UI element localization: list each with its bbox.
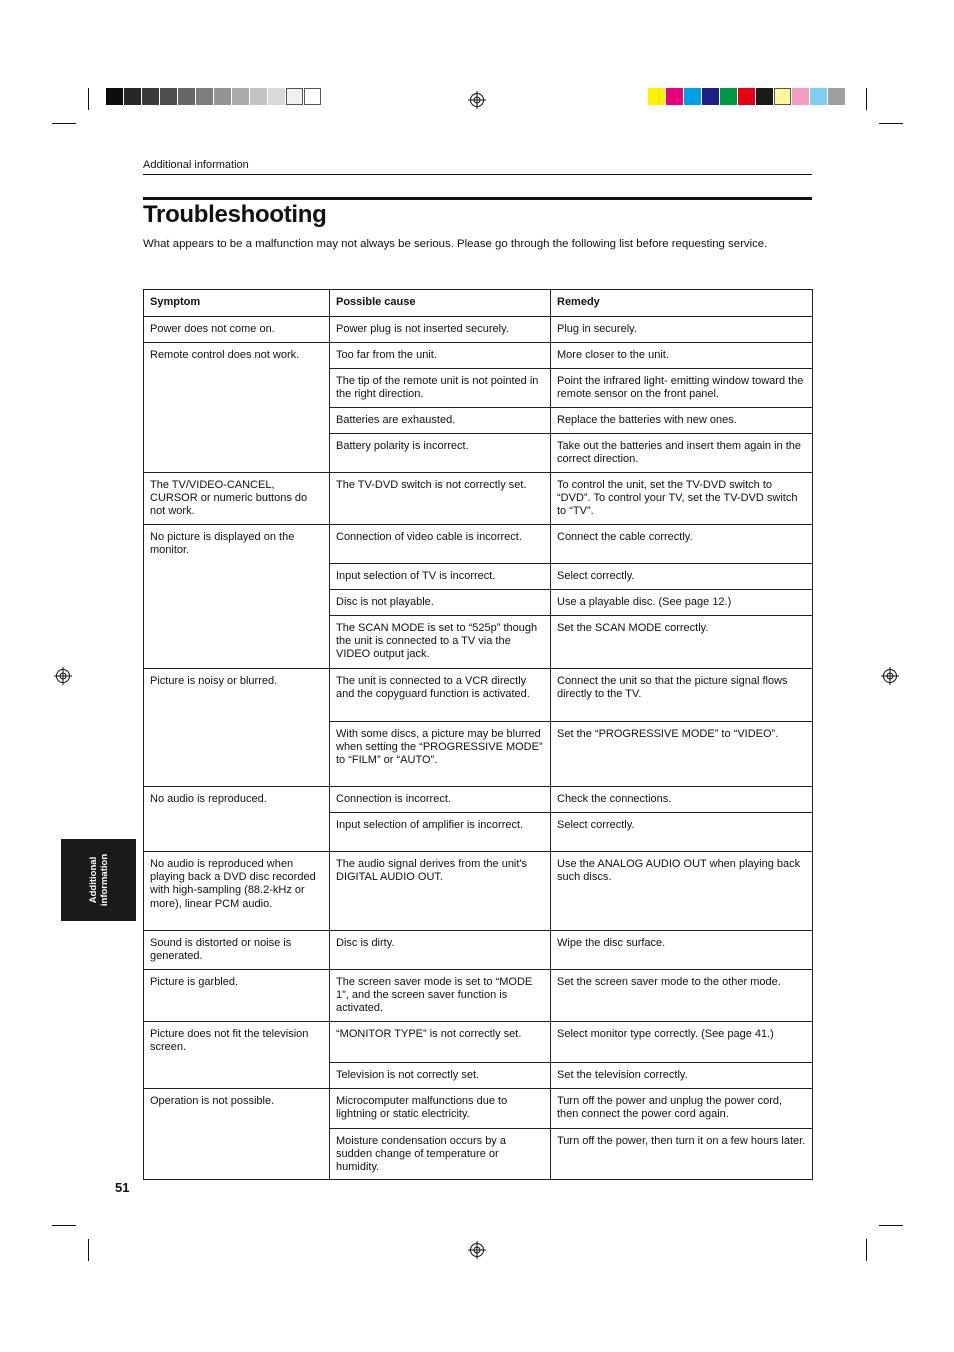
- gray-swatch: [124, 88, 141, 105]
- cause-cell: Power plug is not inserted securely.: [330, 317, 551, 343]
- cause-cell: The SCAN MODE is set to “525p” though the unit is connected to a TV via the VIDEO output jack.: [330, 616, 551, 669]
- symptom-cell: Remote control does not work.: [144, 343, 330, 473]
- table-row: [144, 343, 813, 369]
- section-label: Additional information: [143, 159, 249, 171]
- remedy-cell: Use the ANALOG AUDIO OUT when playing back such discs.: [551, 852, 813, 931]
- remedy-cell: Set the SCAN MODE correctly.: [551, 616, 813, 669]
- table-row: [144, 525, 813, 564]
- crop-mark: [52, 1225, 76, 1226]
- crop-mark: [88, 1239, 89, 1261]
- symptom-cell: Operation is not possible.: [144, 1088, 330, 1180]
- color-swatch: [828, 88, 845, 105]
- color-swatch: [756, 88, 773, 105]
- crop-mark: [52, 123, 76, 124]
- cause-cell: Disc is not playable.: [330, 590, 551, 616]
- gray-swatch: [178, 88, 195, 105]
- gray-swatch: [196, 88, 213, 105]
- remedy-cell: Point the infrared light- emitting window toward the remote sensor on the front panel.: [551, 369, 813, 408]
- remedy-cell: Set the screen saver mode to the other mode.: [551, 970, 813, 1022]
- symptom-cell: Picture is noisy or blurred.: [144, 669, 330, 787]
- symptom-cell: Sound is distorted or noise is generated.: [144, 931, 330, 970]
- remedy-cell: Set the “PROGRESSIVE MODE” to “VIDEO”.: [551, 722, 813, 787]
- cause-cell: Connection of video cable is incorrect.: [330, 525, 551, 564]
- gray-swatch: [142, 88, 159, 105]
- column-header-remedy: Remedy: [551, 290, 813, 317]
- page-title: Troubleshooting: [143, 201, 327, 228]
- side-tab-line1: Additional: [87, 856, 99, 904]
- cause-cell: Moisture condensation occurs by a sudden change of temperature or humidity.: [330, 1128, 551, 1180]
- cause-cell: Disc is dirty.: [330, 931, 551, 970]
- side-tab-line2: information: [98, 853, 110, 907]
- cause-cell: The audio signal derives from the unit's DIGITAL AUDIO OUT.: [330, 852, 551, 931]
- crop-mark: [879, 1225, 903, 1226]
- color-swatch: [738, 88, 755, 105]
- symptom-cell: No picture is displayed on the monitor.: [144, 525, 330, 669]
- cause-cell: Input selection of TV is incorrect.: [330, 564, 551, 590]
- color-swatch: [666, 88, 683, 105]
- crop-mark: [866, 88, 867, 110]
- remedy-cell: Turn off the power and unplug the power cord, then connect the power cord again.: [551, 1088, 813, 1128]
- table-row: [144, 669, 813, 722]
- color-swatch: [684, 88, 701, 105]
- color-swatch: [720, 88, 737, 105]
- cause-cell: The screen saver mode is set to “MODE 1”, and the screen saver function is activated.: [330, 970, 551, 1022]
- gray-swatch: [268, 88, 285, 105]
- symptom-cell: Power does not come on.: [144, 317, 330, 343]
- intro-paragraph: What appears to be a malfunction may not always be serious. Please go through the following list before requesting service.: [143, 238, 768, 250]
- cause-cell: The tip of the remote unit is not pointed in the right direction.: [330, 369, 551, 408]
- remedy-cell: Select monitor type correctly. (See page 41.): [551, 1021, 813, 1062]
- remedy-cell: Replace the batteries with new ones.: [551, 408, 813, 434]
- remedy-cell: Select correctly.: [551, 813, 813, 852]
- gray-swatch: [286, 88, 303, 105]
- column-header-symptom: Symptom: [144, 290, 330, 317]
- symptom-cell: Picture is garbled.: [144, 970, 330, 1022]
- cause-cell: “MONITOR TYPE” is not correctly set.: [330, 1021, 551, 1062]
- gray-swatch: [160, 88, 177, 105]
- crop-mark: [879, 123, 903, 124]
- gray-swatch: [304, 88, 321, 105]
- table-row: [144, 970, 813, 1022]
- crosshair-target-icon: [468, 1241, 486, 1259]
- symptom-cell: No audio is reproduced.: [144, 787, 330, 852]
- page-number: 51: [115, 1180, 130, 1195]
- crosshair-target-icon: [881, 667, 899, 685]
- remedy-cell: Wipe the disc surface.: [551, 931, 813, 970]
- cause-cell: Input selection of amplifier is incorrect.: [330, 813, 551, 852]
- table-row: [144, 473, 813, 525]
- remedy-cell: Set the television correctly.: [551, 1062, 813, 1088]
- table-row: [144, 852, 813, 931]
- side-tab-label: [88, 854, 110, 906]
- grayscale-calibration-bar: [106, 88, 322, 105]
- gray-swatch: [250, 88, 267, 105]
- cause-cell: The TV-DVD switch is not correctly set.: [330, 473, 551, 525]
- remedy-cell: Plug in securely.: [551, 317, 813, 343]
- remedy-cell: Take out the batteries and insert them again in the correct direction.: [551, 434, 813, 473]
- cause-cell: Battery polarity is incorrect.: [330, 434, 551, 473]
- color-swatch: [774, 88, 791, 105]
- remedy-cell: More closer to the unit.: [551, 343, 813, 369]
- symptom-cell: Picture does not fit the television screen.: [144, 1021, 330, 1088]
- color-swatch: [648, 88, 665, 105]
- color-swatch: [702, 88, 719, 105]
- color-swatch: [792, 88, 809, 105]
- table-row: [144, 787, 813, 813]
- remedy-cell: Select correctly.: [551, 564, 813, 590]
- troubleshooting-table: [143, 289, 813, 1180]
- gray-swatch: [106, 88, 123, 105]
- title-divider: [143, 197, 812, 200]
- cause-cell: Microcomputer malfunctions due to lightning or static electricity.: [330, 1088, 551, 1128]
- table-row: [144, 1088, 813, 1128]
- cause-cell: The unit is connected to a VCR directly and the copyguard function is activated.: [330, 669, 551, 722]
- header-divider: [143, 174, 812, 175]
- cause-cell: Too far from the unit.: [330, 343, 551, 369]
- cause-cell: Connection is incorrect.: [330, 787, 551, 813]
- remedy-cell: Use a playable disc. (See page 12.): [551, 590, 813, 616]
- cause-cell: Batteries are exhausted.: [330, 408, 551, 434]
- symptom-cell: The TV/VIDEO-CANCEL, CURSOR or numeric buttons do not work.: [144, 473, 330, 525]
- table-row: [144, 931, 813, 970]
- remedy-cell: Connect the unit so that the picture signal flows directly to the TV.: [551, 669, 813, 722]
- table-row: [144, 317, 813, 343]
- crop-mark: [88, 88, 89, 110]
- gray-swatch: [232, 88, 249, 105]
- color-swatch: [810, 88, 827, 105]
- remedy-cell: Turn off the power, then turn it on a few hours later.: [551, 1128, 813, 1180]
- remedy-cell: Connect the cable correctly.: [551, 525, 813, 564]
- color-calibration-bar: [648, 88, 846, 105]
- table-body: [144, 317, 813, 1180]
- column-header-cause: Possible cause: [330, 290, 551, 317]
- gray-swatch: [214, 88, 231, 105]
- table-row: [144, 1021, 813, 1062]
- cause-cell: With some discs, a picture may be blurred when setting the “PROGRESSIVE MODE” to “FILM” or “AUTO”.: [330, 722, 551, 787]
- section-side-tab: [61, 839, 136, 921]
- table-header-row: [144, 290, 813, 317]
- crop-mark: [866, 1239, 867, 1261]
- remedy-cell: To control the unit, set the TV-DVD switch to “DVD”. To control your TV, set the TV-DVD switch to “TV”.: [551, 473, 813, 525]
- remedy-cell: Check the connections.: [551, 787, 813, 813]
- cause-cell: Television is not correctly set.: [330, 1062, 551, 1088]
- symptom-cell: No audio is reproduced when playing back a DVD disc recorded with high-sampling (88.2-kHz or more), linear PCM audio.: [144, 852, 330, 931]
- crosshair-target-icon: [54, 667, 72, 685]
- crosshair-target-icon: [468, 91, 486, 109]
